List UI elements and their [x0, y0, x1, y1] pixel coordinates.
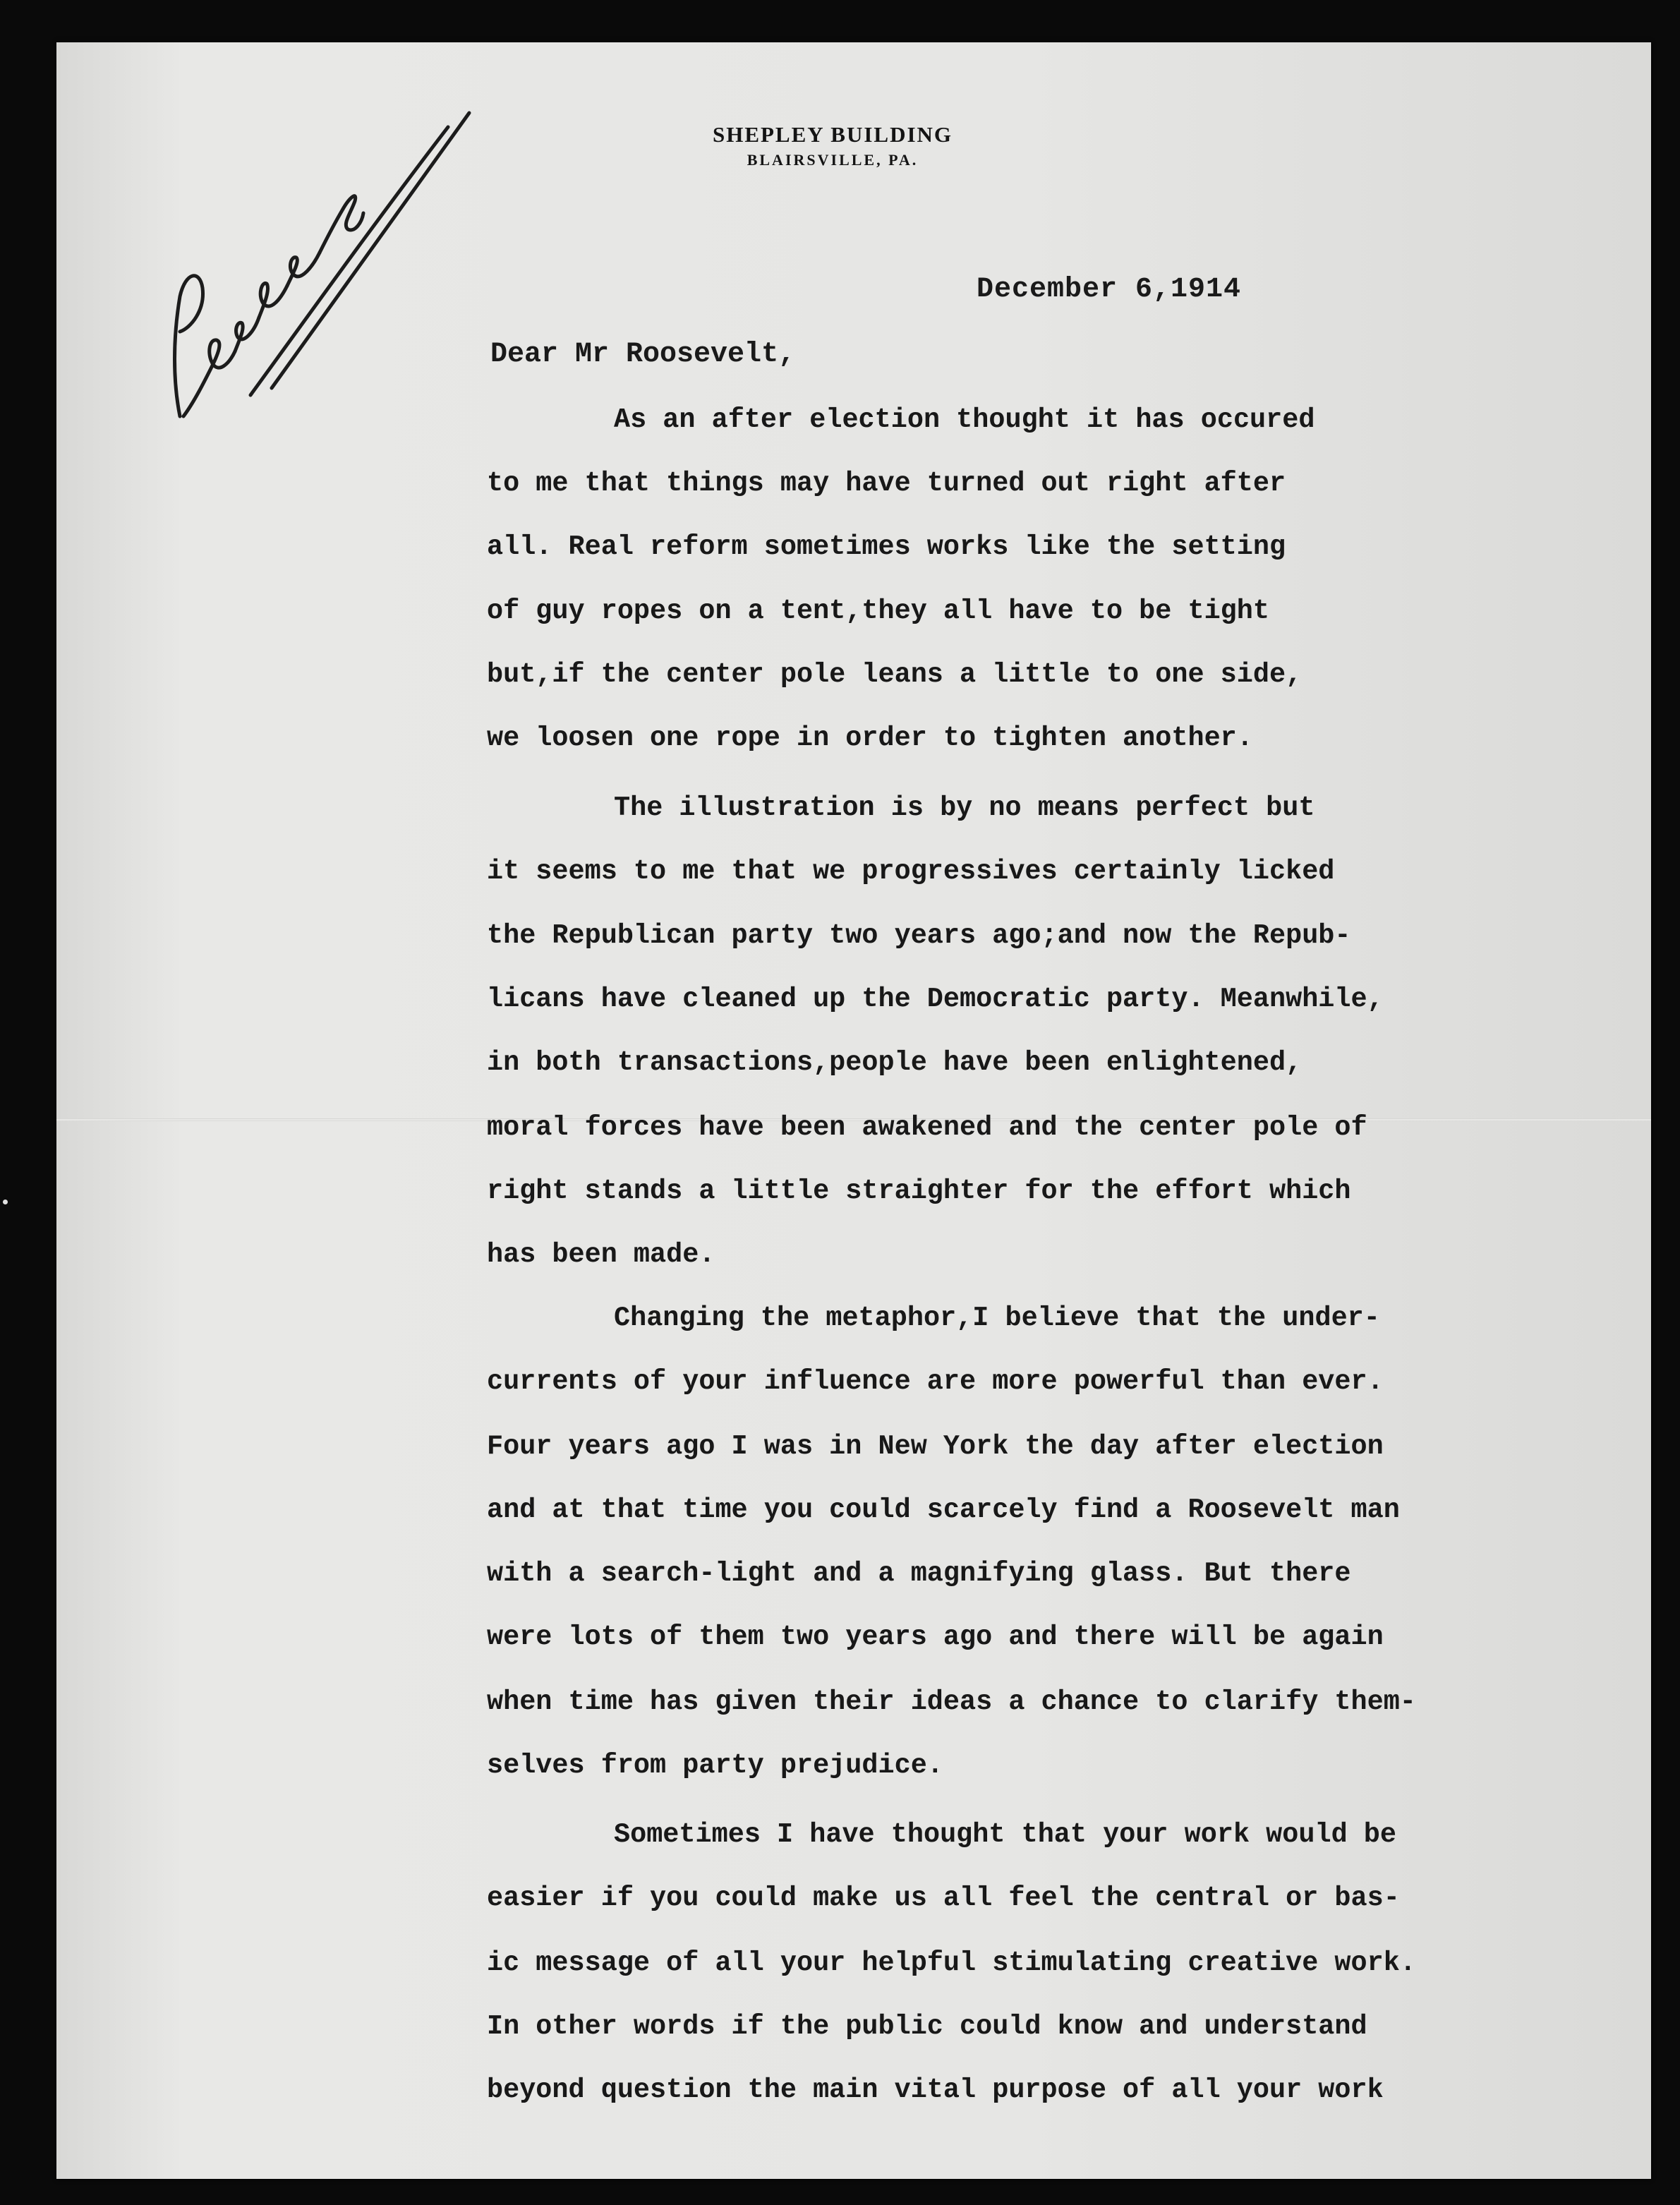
body-line: to me that things may have turned out right after — [487, 468, 1286, 499]
body-line: The illustration is by no means perfect but — [614, 792, 1315, 823]
body-line: As an after election thought it has occured — [614, 404, 1315, 435]
body-line: it seems to me that we progressives certainly licked — [487, 856, 1335, 887]
body-line: but,if the center pole leans a little to one side, — [487, 659, 1303, 690]
body-line: licans have cleaned up the Democratic party. Meanwhile, — [487, 984, 1384, 1015]
body-line: Changing the metaphor,I believe that the under- — [614, 1303, 1380, 1334]
body-line: we loosen one rope in order to tighten another. — [487, 723, 1253, 754]
body-line: the Republican party two years ago;and now the Repub- — [487, 920, 1351, 951]
body-line: ic message of all your helpful stimulating creative work. — [487, 1947, 1416, 1979]
body-line: of guy ropes on a tent,they all have to be tight — [487, 596, 1269, 627]
body-line: all. Real reform sometimes works like the setting — [487, 531, 1286, 562]
letter-date: December 6,1914 — [977, 274, 1242, 306]
salutation: Dear Mr Roosevelt, — [490, 339, 796, 370]
body-line: when time has given their ideas a chance to clarify them- — [487, 1686, 1416, 1717]
letterhead-building: SHEPLEY BUILDING — [712, 122, 953, 147]
body-line: right stands a little straighter for the effort which — [487, 1176, 1351, 1207]
body-line: has been made. — [487, 1239, 715, 1270]
body-line: currents of your influence are more powerful than ever. — [487, 1366, 1384, 1397]
body-line: easier if you could make us all feel the central or bas- — [487, 1883, 1400, 1914]
scan-speck — [3, 1200, 8, 1204]
handwritten-personal-annotation — [152, 85, 504, 452]
body-line: selves from party prejudice. — [487, 1750, 943, 1781]
body-line: Sometimes I have thought that your work would be — [614, 1819, 1396, 1850]
letterhead-city: BLAIRSVILLE, PA. — [747, 151, 919, 169]
body-line: in both transactions,people have been enlightened, — [487, 1047, 1303, 1078]
letterhead — [635, 120, 1030, 171]
body-line: moral forces have been awakened and the center pole of — [487, 1112, 1367, 1143]
body-line: with a search-light and a magnifying glass. But there — [487, 1558, 1351, 1589]
body-line: beyond question the main vital purpose of all your work — [487, 2074, 1384, 2106]
body-line: In other words if the public could know and understand — [487, 2011, 1367, 2042]
body-line: Four years ago I was in New York the day after election — [487, 1431, 1384, 1462]
body-line: were lots of them two years ago and there will be again — [487, 1621, 1384, 1653]
body-line: and at that time you could scarcely find a Roosevelt man — [487, 1494, 1400, 1526]
